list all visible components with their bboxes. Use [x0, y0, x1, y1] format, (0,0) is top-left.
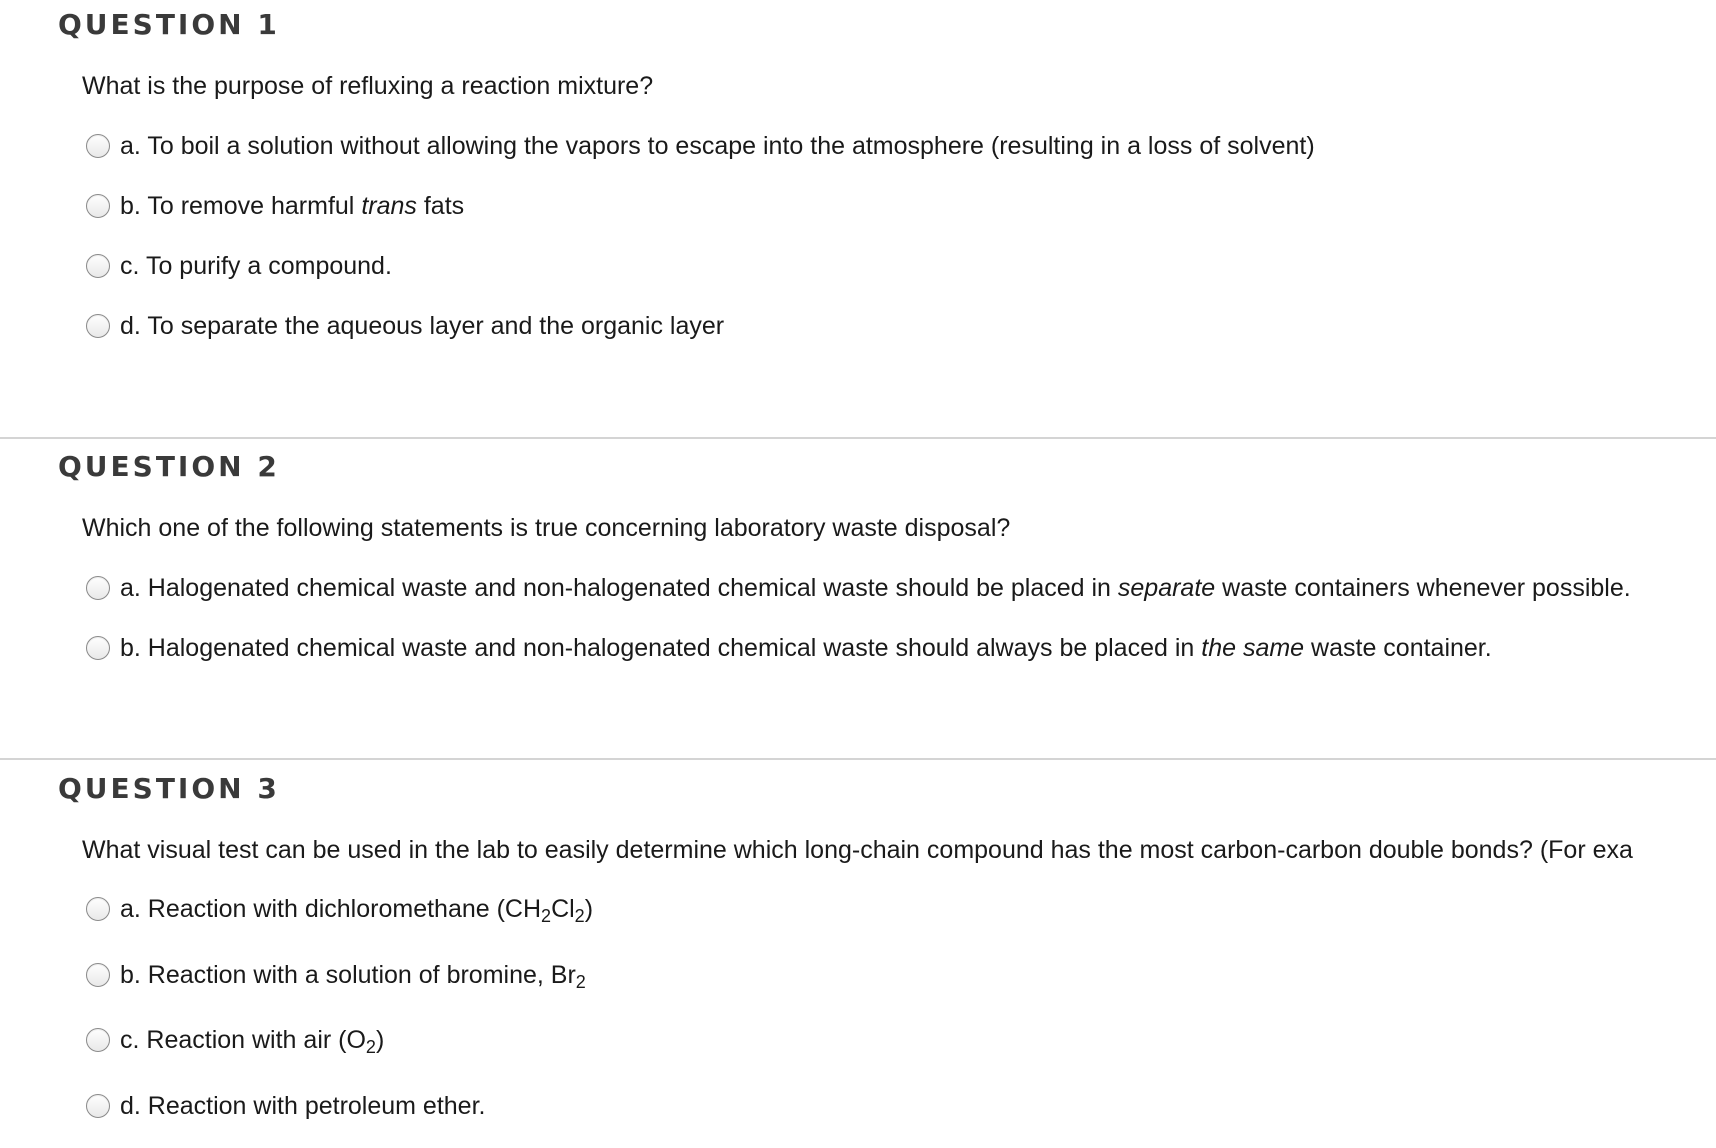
radio-button[interactable]: [86, 576, 110, 600]
option-label: a. To boil a solution without allowing the vapors to escape into the atmosphere (resulting in a loss of solvent): [120, 132, 1315, 160]
section-divider: [0, 437, 1716, 439]
option-label: b. Halogenated chemical waste and non-halogenated chemical waste should always be placed in the same waste container.: [120, 634, 1492, 662]
radio-button[interactable]: [86, 897, 110, 921]
radio-button[interactable]: [86, 963, 110, 987]
question-heading: QUESTION 3: [58, 772, 280, 805]
radio-button[interactable]: [86, 314, 110, 338]
section-divider: [0, 758, 1716, 760]
option-label: d. To separate the aqueous layer and the organic layer: [120, 312, 725, 340]
option-label: b. Reaction with a solution of bromine, $Br_2$: [120, 961, 586, 992]
option-label: c. Reaction with air $(O_2)$: [120, 1026, 385, 1057]
option-label: a. Halogenated chemical waste and non-halogenated chemical waste should be placed in separate waste containers whenever possible.: [120, 574, 1631, 602]
radio-button[interactable]: [86, 134, 110, 158]
radio-button[interactable]: [86, 636, 110, 660]
question-text: What visual test can be used in the lab to easily determine which long-chain compound has the most carbon-carbon double bonds? (For exa: [82, 836, 1633, 864]
radio-button[interactable]: [86, 194, 110, 218]
option-label: a. Reaction with dichloromethane $(CH_2Cl_2)$: [120, 895, 594, 926]
option-label: d. Reaction with petroleum ether.: [120, 1092, 486, 1120]
radio-button[interactable]: [86, 1094, 110, 1118]
option-label: b. To remove harmful trans fats: [120, 192, 465, 220]
question-text: What is the purpose of refluxing a reaction mixture?: [82, 72, 654, 100]
radio-button[interactable]: [86, 1028, 110, 1052]
question-heading: QUESTION 2: [58, 450, 280, 483]
radio-button[interactable]: [86, 254, 110, 278]
option-label: c. To purify a compound.: [120, 252, 392, 280]
question-text: Which one of the following statements is true concerning laboratory waste disposal?: [82, 514, 1011, 542]
question-heading: QUESTION 1: [58, 8, 280, 41]
